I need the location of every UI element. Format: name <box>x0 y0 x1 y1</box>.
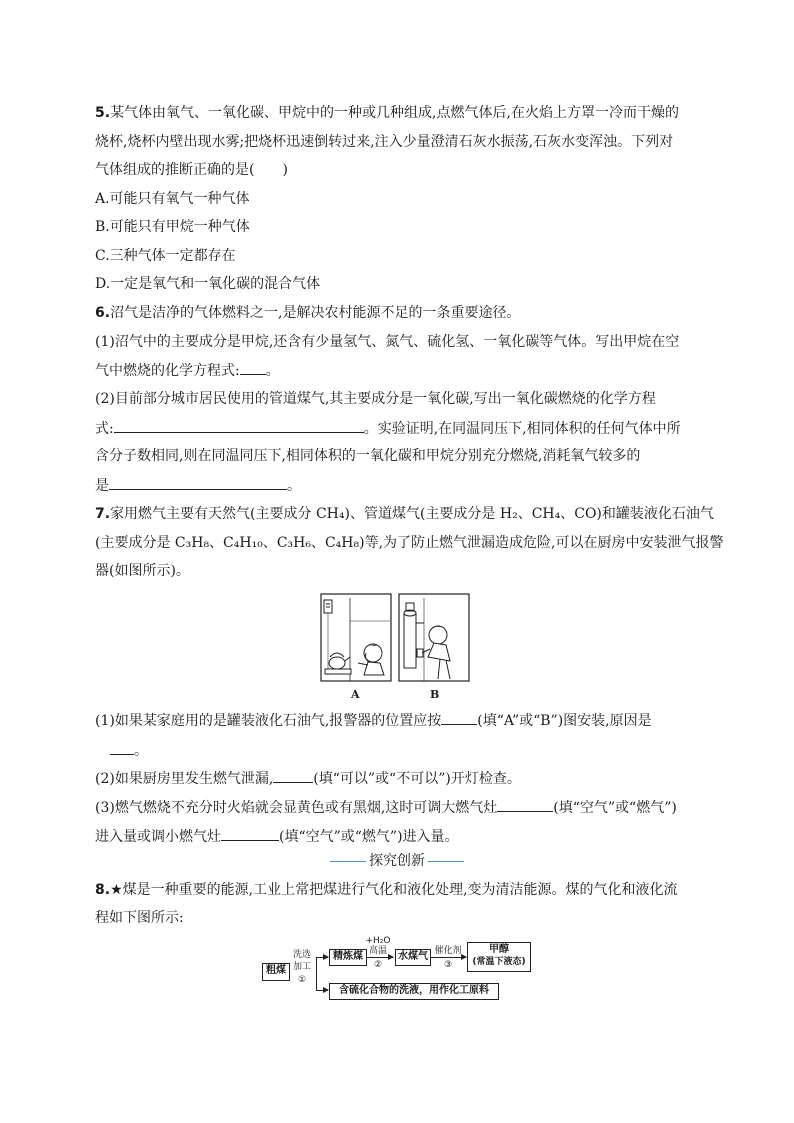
q5-line1: 5.某气体由氧气、一氧化碳、甲烷中的一种或几种组成,点燃气体后,在火焰上方罩一冷而干燥的 <box>95 105 679 121</box>
q7-line3: 器(如图所示)。 <box>95 563 190 579</box>
flow-step2-top: +H₂O <box>365 936 391 946</box>
answer-blank[interactable] <box>497 797 553 812</box>
answer-blank[interactable] <box>109 475 287 490</box>
q6-part2-line4: 是 。 <box>95 475 301 496</box>
q5-option-d: D.一定是氧气和一氧化碳的混合气体 <box>95 276 321 292</box>
flow-step1-number: ① <box>297 975 307 985</box>
q5-option-a: A.可能只有氧气一种气体 <box>95 191 250 207</box>
flow-step1-top: 洗选 <box>292 950 311 960</box>
divider <box>330 861 366 862</box>
answer-blank[interactable] <box>114 418 364 433</box>
flow-arrow <box>316 957 328 958</box>
panel-b-illustration <box>399 594 469 681</box>
q8-number: 8. <box>95 882 111 898</box>
flow-step3-top: 催化剂 <box>434 946 462 956</box>
q7-line1: 7.家用燃气主要有天然气(主要成分 CH₄)、管道煤气(主要成分是 H₂、CH₄、CO)和罐装液化石油气 <box>95 506 714 522</box>
q6-number: 6. <box>95 305 111 321</box>
flow-water-gas: 水煤气 <box>395 949 431 966</box>
q5-number: 5. <box>95 105 111 121</box>
gas-alarm-figure <box>320 593 472 703</box>
q7-part1-line1: (1)如果某家庭用的是罐装液化石油气,报警器的位置应按 (填“A”或“B”)图安装,原因是 <box>95 710 652 731</box>
panel-a-illustration <box>321 594 391 681</box>
flow-arrow <box>366 957 393 958</box>
flow-arrow <box>431 957 466 958</box>
q6-part2-line1: (2)目前部分城市居民使用的管道煤气,其主要成分是一氧化碳,写出一氧化碳燃烧的化学方程 <box>95 391 656 407</box>
star-icon: ★ <box>110 882 123 898</box>
flow-step3-number: ③ <box>443 960 453 970</box>
flow-methanol <box>467 942 531 972</box>
flow-crude-coal: 粗煤 <box>262 963 290 981</box>
flow-step2-number: ② <box>373 960 383 970</box>
section-title: 探究创新 <box>369 853 425 869</box>
q6-part2-line2: 式: 。实验证明,在同温同压下,相同体积的任何气体中所 <box>95 418 681 439</box>
flow-connector <box>316 957 317 990</box>
q5-line2: 烧杯,烧杯内壁出现水雾;把烧杯迅速倒转过来,注入少量澄清石灰水振荡,石灰水变浑浊。下列对 <box>95 134 674 150</box>
figure-b-label: B <box>430 688 440 701</box>
divider <box>428 861 464 862</box>
answer-blank[interactable] <box>110 740 134 755</box>
answer-blank[interactable] <box>273 768 313 783</box>
q7-line2: (主要成分是 C₃H₈、C₄H₁₀、C₃H₆、C₄H₈)等,为了防止燃气泄漏造成危险,可以在厨房中安装泄气报警 <box>95 535 724 551</box>
flow-byproduct: 含硫化合物的洗液，用作化工原料 <box>329 983 499 1000</box>
q5-option-b: B.可能只有甲烷一种气体 <box>95 219 250 235</box>
q6-part1-line1: (1)沼气中的主要成分是甲烷,还含有少量氢气、氮气、硫化氢、一氧化碳等气体。写出甲烷在空 <box>95 334 680 350</box>
answer-blank[interactable] <box>441 710 477 725</box>
q7-part3-line1: (3)燃气燃烧不充分时火焰就会显黄色或有黑烟,这时可调大燃气灶 (填“空气”或“燃气”) <box>95 797 677 818</box>
flow-methanol-label: 甲醇 <box>489 944 509 955</box>
q6-part2-line3: 含分子数相同,则在同温同压下,相同体积的一氧化碳和甲烷分别充分燃烧,消耗氧气较多的 <box>95 448 641 464</box>
flow-step2-middle: 高温 <box>368 946 387 956</box>
section-header <box>0 850 794 870</box>
q8-line1: 8.★煤是一种重要的能源,工业上常把煤进行气化和液化处理,变为清洁能源。煤的气化和液化流 <box>95 882 678 898</box>
flow-methanol-note: (常温下液态) <box>472 957 526 967</box>
q7-part2: (2)如果厨房里发生燃气泄漏, (填“可以”或“不可以”)开灯检查。 <box>95 768 521 789</box>
q6-part1-line2: 气中燃烧的化学方程式: 。 <box>95 360 280 381</box>
answer-blank[interactable] <box>221 826 279 841</box>
q6-line1: 6.沼气是洁净的气体燃料之一,是解决农村能源不足的一条重要途径。 <box>95 305 521 321</box>
q8-line2: 程如下图所示: <box>95 910 184 926</box>
flow-arrow <box>316 990 328 991</box>
q7-part1-line2: 。 <box>110 740 148 761</box>
q5-option-c: C.三种气体一定都存在 <box>95 248 236 264</box>
answer-blank[interactable] <box>240 360 266 375</box>
figure-a-label: A <box>351 688 360 701</box>
q7-part3-line2: 进入量或调小燃气灶 (填“空气”或“燃气”)进入量。 <box>95 826 459 847</box>
flow-refined-coal: 精炼煤 <box>329 949 367 966</box>
q5-line3: 气体组成的推断正确的是( ) <box>95 162 288 178</box>
flow-step1-bottom: 加工 <box>292 962 311 972</box>
q7-number: 7. <box>95 506 111 522</box>
